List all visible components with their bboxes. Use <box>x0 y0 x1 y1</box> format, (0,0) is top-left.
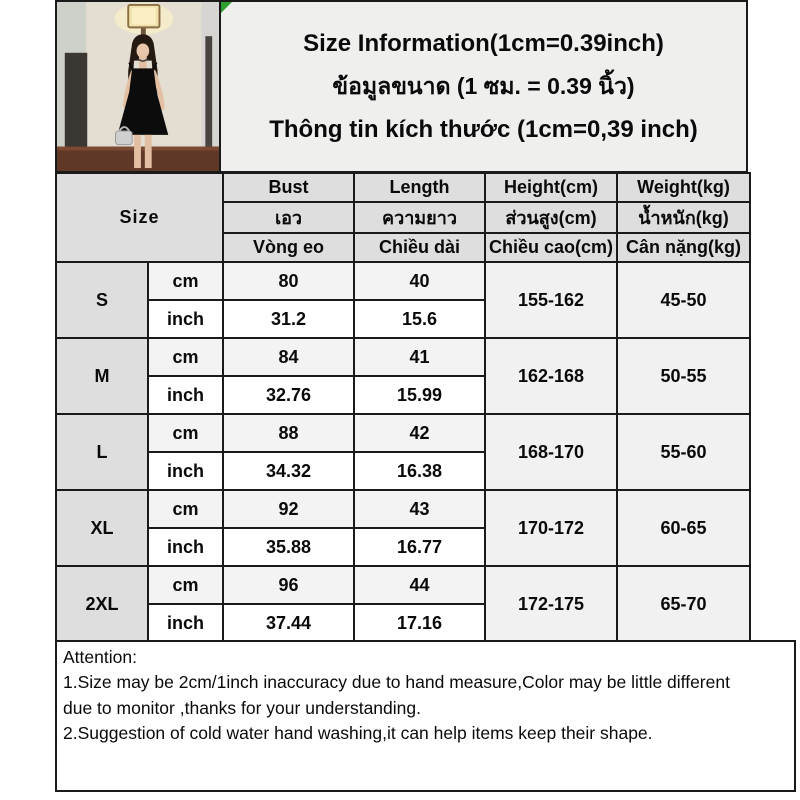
model-photo-illustration <box>57 2 219 171</box>
green-corner-marker <box>221 2 232 13</box>
xl-bust-cm: 92 <box>223 490 354 528</box>
col-header-height-en: Height(cm) <box>485 173 617 202</box>
s-length-inch: 15.6 <box>354 300 485 338</box>
s-length-cm: 40 <box>354 262 485 300</box>
size-l-label: L <box>56 414 148 490</box>
col-header-length-en: Length <box>354 173 485 202</box>
col-header-weight-vi: Cân nặng(kg) <box>617 233 750 262</box>
xl-unit-cm: cm <box>148 490 223 528</box>
s-bust-inch: 31.2 <box>223 300 354 338</box>
2xl-unit-cm: cm <box>148 566 223 604</box>
attention-heading: Attention: <box>63 647 137 667</box>
m-length-inch: 15.99 <box>354 376 485 414</box>
size-table <box>55 172 751 643</box>
xl-bust-inch: 35.88 <box>223 528 354 566</box>
m-bust-cm: 84 <box>223 338 354 376</box>
size-2xl-label: 2XL <box>56 566 148 642</box>
attention-note-2: 2.Suggestion of cold water hand washing,it can help items keep their shape. <box>63 723 653 744</box>
l-unit-cm: cm <box>148 414 223 452</box>
col-header-height-th: ส่วนสูง(cm) <box>485 202 617 233</box>
xl-length-inch: 16.77 <box>354 528 485 566</box>
size-m-label: M <box>56 338 148 414</box>
l-weight-range: 55-60 <box>617 414 750 490</box>
attention-note-1a: 1.Size may be 2cm/1inch inaccuracy due to hand measure,Color may be little different <box>63 672 730 693</box>
xl-weight-range: 60-65 <box>617 490 750 566</box>
col-header-weight-en: Weight(kg) <box>617 173 750 202</box>
col-header-length-vi: Chiều dài <box>354 233 485 262</box>
l-length-inch: 16.38 <box>354 452 485 490</box>
s-bust-cm: 80 <box>223 262 354 300</box>
title-thai: ข้อมูลขนาด (1 ซม. = 0.39 นิ้ว) <box>332 72 635 99</box>
product-photo <box>55 0 221 173</box>
l-length-cm: 42 <box>354 414 485 452</box>
s-unit-inch: inch <box>148 300 223 338</box>
size-xl-label: XL <box>56 490 148 566</box>
col-header-weight-th: น้ำหนัก(kg) <box>617 202 750 233</box>
m-bust-inch: 32.76 <box>223 376 354 414</box>
2xl-length-cm: 44 <box>354 566 485 604</box>
s-unit-cm: cm <box>148 262 223 300</box>
col-header-bust-en: Bust <box>223 173 354 202</box>
m-height-range: 162-168 <box>485 338 617 414</box>
col-header-bust-vi: Vòng eo <box>223 233 354 262</box>
xl-length-cm: 43 <box>354 490 485 528</box>
size-header-cell: Size <box>56 173 223 262</box>
s-height-range: 155-162 <box>485 262 617 338</box>
2xl-length-inch: 17.16 <box>354 604 485 642</box>
l-unit-inch: inch <box>148 452 223 490</box>
2xl-bust-cm: 96 <box>223 566 354 604</box>
m-weight-range: 50-55 <box>617 338 750 414</box>
l-bust-inch: 34.32 <box>223 452 354 490</box>
l-bust-cm: 88 <box>223 414 354 452</box>
title-english: Size Information(1cm=0.39inch) <box>303 29 664 57</box>
col-header-length-th: ความยาว <box>354 202 485 233</box>
col-header-height-vi: Chiều cao(cm) <box>485 233 617 262</box>
s-weight-range: 45-50 <box>617 262 750 338</box>
size-s-label: S <box>56 262 148 338</box>
col-header-bust-th: เอว <box>223 202 354 233</box>
l-height-range: 168-170 <box>485 414 617 490</box>
m-unit-cm: cm <box>148 338 223 376</box>
attention-note-1b: due to monitor ,thanks for your understanding. <box>63 697 421 718</box>
m-unit-inch: inch <box>148 376 223 414</box>
2xl-height-range: 172-175 <box>485 566 617 642</box>
title-vietnamese: Thông tin kích thước (1cm=0,39 inch) <box>269 115 698 143</box>
2xl-bust-inch: 37.44 <box>223 604 354 642</box>
2xl-unit-inch: inch <box>148 604 223 642</box>
2xl-weight-range: 65-70 <box>617 566 750 642</box>
m-length-cm: 41 <box>354 338 485 376</box>
xl-unit-inch: inch <box>148 528 223 566</box>
size-information-header <box>219 0 748 173</box>
xl-height-range: 170-172 <box>485 490 617 566</box>
attention-notes <box>55 640 796 792</box>
